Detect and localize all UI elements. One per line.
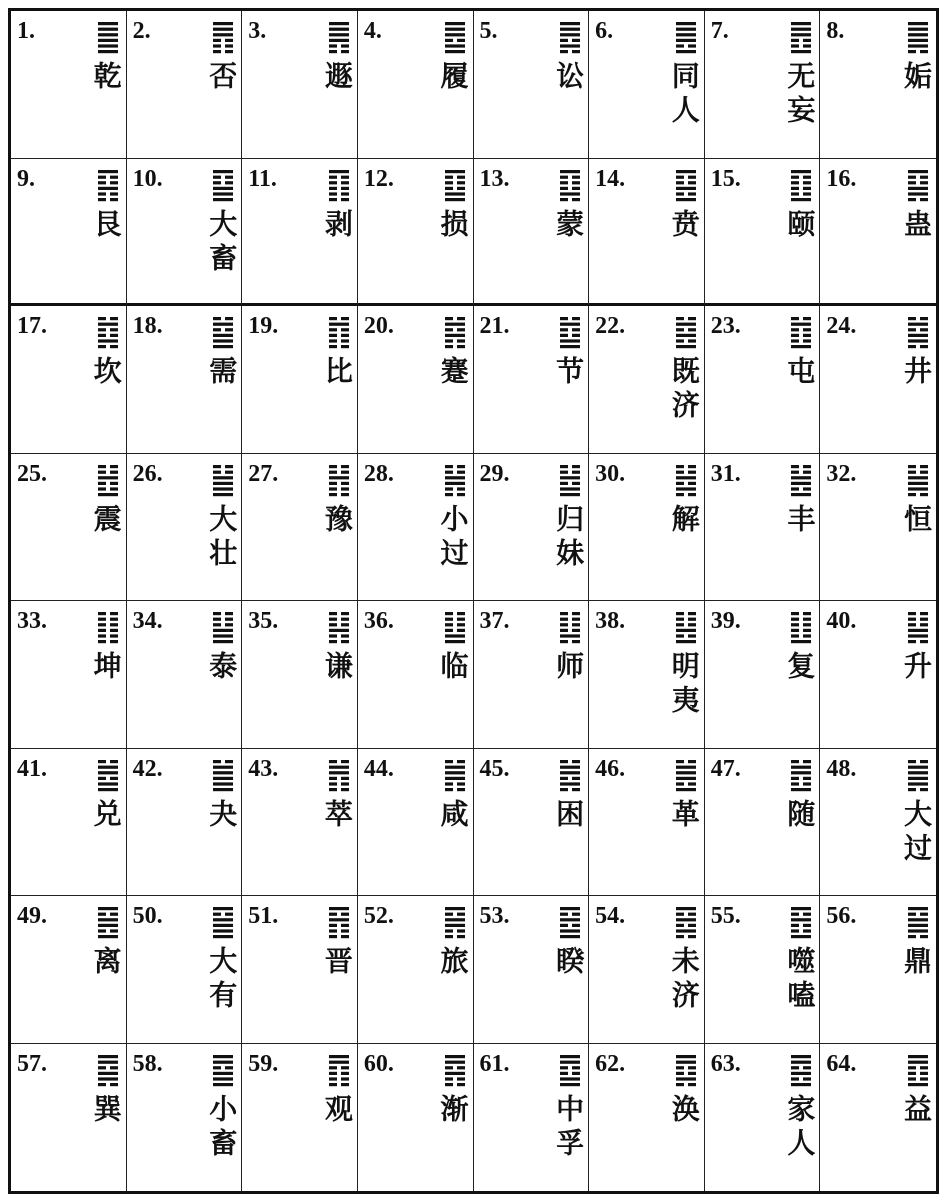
hexagram-symbol-icon [791,759,811,793]
hexagram-number: 29. [479,460,510,487]
hexagram-number: 5. [479,18,498,44]
hexagram-symbol-icon [329,464,349,498]
hexagram-name: 随 [783,798,817,833]
hexagram-name: 师 [552,651,586,685]
hexagram-symbol-icon [560,759,580,793]
hexagram-cell [11,1044,127,1192]
hexagram-name: 剥 [320,208,354,243]
hexagram-cell [589,11,705,159]
hexagram-name: 巽 [89,1093,123,1128]
hexagram-symbol-icon [213,1054,233,1088]
hexagram-number: 53. [479,903,510,929]
hexagram-cell [358,306,474,454]
hexagram-cell [242,601,358,749]
hexagram-name: 屯 [783,356,817,390]
hexagram-cell [358,1044,474,1192]
hexagram-symbol-icon [908,316,928,350]
hexagram-name: 无妄 [783,61,817,129]
hexagram-name: 谦 [320,651,354,685]
hexagram-number: 41. [17,755,47,782]
hexagram-name: 渐 [436,1093,470,1128]
hexagram-symbol-icon [791,21,811,55]
hexagram-number: 44. [363,755,394,782]
hexagram-symbol-icon [908,464,928,498]
hexagram-number: 56. [826,903,857,929]
hexagram-number: 28. [363,460,394,487]
hexagram-number: 1. [17,18,35,44]
hexagram-name: 震 [89,503,123,538]
hexagram-name: 大过 [900,798,933,867]
hexagram-name: 家人 [783,1093,817,1162]
hexagram-symbol-icon [98,611,118,645]
hexagram-symbol-icon [213,759,233,793]
hexagram-number: 52. [363,903,394,929]
hexagram-symbol-icon [908,611,928,645]
hexagram-number: 19. [248,313,279,339]
hexagram-number: 4. [363,18,382,44]
hexagram-cell [127,306,243,454]
hexagram-name: 比 [320,356,354,390]
hexagram-cell [358,601,474,749]
hexagram-cell [474,11,590,159]
hexagram-name: 观 [320,1093,354,1128]
hexagram-name: 复 [783,651,817,685]
hexagram-name: 归妹 [552,503,586,572]
hexagram-cell [589,896,705,1044]
hexagram-cell [589,601,705,749]
hexagram-name: 困 [552,798,586,833]
hexagram-name: 井 [900,356,933,390]
hexagram-symbol-icon [213,906,233,940]
hexagram-cell [474,896,590,1044]
hexagram-number: 48. [826,755,857,782]
hexagram-name: 夬 [205,798,239,833]
hexagram-name: 兑 [89,798,123,833]
hexagram-symbol-icon [445,464,465,498]
hexagram-name: 睽 [552,946,586,980]
hexagram-symbol-icon [908,169,928,203]
hexagram-cell [242,896,358,1044]
hexagram-symbol-icon [213,316,233,350]
hexagram-cell [242,11,358,159]
hexagram-cell [820,159,936,307]
hexagram-number: 11. [248,165,277,192]
hexagram-number: 26. [132,460,163,487]
hexagram-name: 咸 [436,798,470,833]
hexagram-name: 讼 [552,61,586,95]
hexagram-symbol-icon [791,169,811,203]
hexagram-symbol-icon [676,316,696,350]
hexagram-cell [705,11,821,159]
hexagram-number: 51. [248,903,279,929]
hexagram-cell [820,306,936,454]
hexagram-symbol-icon [791,316,811,350]
hexagram-name: 大有 [205,946,239,1014]
hexagram-number: 6. [595,18,614,44]
hexagram-number: 55. [710,903,741,929]
hexagram-symbol-icon [98,169,118,203]
hexagram-symbol-icon [791,464,811,498]
hexagram-number: 43. [248,755,279,782]
hexagram-symbol-icon [560,464,580,498]
hexagram-cell [127,601,243,749]
hexagram-symbol-icon [98,21,118,55]
hexagram-number: 49. [17,903,47,929]
hexagram-name: 既济 [667,356,701,424]
hexagram-symbol-icon [445,169,465,203]
hexagram-cell [705,601,821,749]
hexagram-name: 大壮 [205,503,239,572]
hexagram-symbol-icon [445,316,465,350]
hexagram-number: 32. [826,460,857,487]
hexagram-number: 2. [132,18,151,44]
hexagram-number: 50. [132,903,163,929]
hexagram-name: 坎 [89,356,123,390]
hexagram-cell [820,454,936,602]
hexagram-number: 7. [710,18,729,44]
hexagram-symbol-icon [445,21,465,55]
hexagram-name: 遯 [320,61,354,95]
hexagram-cell [474,749,590,897]
hexagram-symbol-icon [329,611,349,645]
hexagram-symbol-icon [560,169,580,203]
hexagram-name: 损 [436,208,470,243]
hexagram-cell [705,896,821,1044]
hexagram-symbol-icon [98,316,118,350]
hexagram-symbol-icon [329,759,349,793]
hexagram-symbol-icon [213,169,233,203]
hexagram-symbol-icon [98,759,118,793]
hexagram-number: 23. [710,313,741,339]
hexagram-name: 豫 [320,503,354,538]
hexagram-cell [705,159,821,307]
hexagram-name: 中孚 [552,1093,586,1162]
hexagram-name: 丰 [783,503,817,538]
hexagram-cell [474,1044,590,1192]
hexagram-cell [127,896,243,1044]
hexagram-cell [820,896,936,1044]
hexagram-number: 27. [248,460,279,487]
hexagram-cell [820,11,936,159]
hexagram-name: 乾 [89,61,123,95]
hexagram-symbol-icon [908,1054,928,1088]
hexagram-symbol-icon [445,611,465,645]
hexagram-cell [11,159,127,307]
hexagram-symbol-icon [445,1054,465,1088]
hexagram-name: 小畜 [205,1093,239,1162]
hexagram-cell [242,454,358,602]
hexagram-name: 萃 [320,798,354,833]
hexagram-number: 24. [826,313,857,339]
hexagram-number: 59. [248,1050,279,1077]
hexagram-symbol-icon [98,906,118,940]
hexagram-symbol-icon [329,169,349,203]
hexagram-name: 鼎 [900,946,933,980]
hexagram-name: 未济 [667,946,701,1014]
hexagram-symbol-icon [676,611,696,645]
hexagram-number: 9. [17,165,35,192]
hexagram-number: 39. [710,608,741,634]
hexagram-cell [705,306,821,454]
hexagram-symbol-icon [329,906,349,940]
hexagram-name: 坤 [89,651,123,685]
hexagram-cell [127,159,243,307]
hexagram-name: 蛊 [900,208,933,243]
hexagram-number: 57. [17,1050,47,1077]
hexagram-symbol-icon [676,169,696,203]
hexagram-cell [127,1044,243,1192]
hexagram-cell [589,1044,705,1192]
hexagram-name: 颐 [783,208,817,243]
hexagram-symbol-icon [329,316,349,350]
hexagram-number: 58. [132,1050,163,1077]
hexagram-number: 14. [595,165,626,192]
hexagram-name: 贲 [667,208,701,243]
hexagram-symbol-icon [676,906,696,940]
hexagram-number: 31. [710,460,741,487]
hexagram-cell [474,601,590,749]
hexagram-number: 17. [17,313,47,339]
hexagram-symbol-icon [98,464,118,498]
hexagram-number: 63. [710,1050,741,1077]
hexagram-number: 61. [479,1050,510,1077]
hexagram-number: 37. [479,608,510,634]
hexagram-name: 履 [436,61,470,95]
hexagram-name: 益 [900,1093,933,1128]
hexagram-name: 离 [89,946,123,980]
hexagram-symbol-icon [560,906,580,940]
hexagram-number: 20. [363,313,394,339]
hexagram-number: 33. [17,608,47,634]
hexagram-cell [705,454,821,602]
hexagram-number: 62. [595,1050,626,1077]
hexagram-number: 34. [132,608,163,634]
hexagram-cell [242,306,358,454]
hexagram-name: 蹇 [436,356,470,390]
hexagram-cell [242,159,358,307]
hexagram-cell [11,896,127,1044]
hexagram-name: 升 [900,651,933,685]
hexagram-symbol-icon [676,464,696,498]
hexagram-symbol-icon [791,906,811,940]
hexagram-name: 临 [436,651,470,685]
hexagram-cell [705,749,821,897]
hexagram-cell [127,749,243,897]
hexagram-name: 小过 [436,503,470,572]
hexagram-cell [358,896,474,1044]
hexagram-symbol-icon [791,1054,811,1088]
hexagram-cell [820,601,936,749]
hexagram-number: 30. [595,460,626,487]
hexagram-cell [242,1044,358,1192]
hexagram-table [8,8,939,1194]
hexagram-symbol-icon [676,1054,696,1088]
hexagram-name: 解 [667,503,701,538]
hexagram-cell [127,11,243,159]
hexagram-cell [11,306,127,454]
hexagram-cell [11,454,127,602]
hexagram-cell [358,749,474,897]
hexagram-name: 涣 [667,1093,701,1128]
hexagram-symbol-icon [445,759,465,793]
hexagram-cell [820,749,936,897]
hexagram-cell [589,306,705,454]
hexagram-name: 需 [205,356,239,390]
hexagram-cell [358,159,474,307]
hexagram-number: 25. [17,460,47,487]
hexagram-cell [11,11,127,159]
hexagram-number: 35. [248,608,279,634]
hexagram-cell [474,454,590,602]
hexagram-name: 恒 [900,503,933,538]
hexagram-number: 45. [479,755,510,782]
hexagram-number: 21. [479,313,510,339]
hexagram-number: 8. [826,18,845,44]
hexagram-number: 3. [248,18,267,44]
hexagram-number: 54. [595,903,626,929]
hexagram-number: 40. [826,608,857,634]
hexagram-symbol-icon [445,906,465,940]
hexagram-name: 明夷 [667,651,701,719]
hexagram-cell [11,749,127,897]
hexagram-symbol-icon [98,1054,118,1088]
hexagram-name: 泰 [205,651,239,685]
hexagram-symbol-icon [560,21,580,55]
hexagram-symbol-icon [908,906,928,940]
hexagram-number: 42. [132,755,163,782]
hexagram-cell [242,749,358,897]
hexagram-symbol-icon [329,1054,349,1088]
hexagram-cell [358,11,474,159]
hexagram-symbol-icon [908,21,928,55]
hexagram-symbol-icon [676,759,696,793]
hexagram-name: 革 [667,798,701,833]
hexagram-cell [589,749,705,897]
hexagram-number: 18. [132,313,163,339]
hexagram-name: 艮 [89,208,123,243]
hexagram-number: 60. [363,1050,394,1077]
hexagram-name: 大畜 [205,208,239,277]
hexagram-number: 10. [132,165,163,192]
hexagram-cell [589,454,705,602]
hexagram-symbol-icon [560,1054,580,1088]
hexagram-symbol-icon [676,21,696,55]
hexagram-cell [474,159,590,307]
hexagram-cell [127,454,243,602]
hexagram-name: 同人 [667,61,701,129]
hexagram-cell [705,1044,821,1192]
hexagram-name: 姤 [900,61,933,95]
hexagram-name: 蒙 [552,208,586,243]
hexagram-cell [589,159,705,307]
hexagram-number: 15. [710,165,741,192]
hexagram-name: 否 [205,61,239,95]
hexagram-symbol-icon [908,759,928,793]
hexagram-number: 38. [595,608,626,634]
hexagram-number: 22. [595,313,626,339]
hexagram-name: 旅 [436,946,470,980]
hexagram-symbol-icon [213,21,233,55]
hexagram-cell [474,306,590,454]
hexagram-number: 16. [826,165,857,192]
hexagram-symbol-icon [560,611,580,645]
hexagram-name: 噬嗑 [783,946,817,1014]
hexagram-number: 13. [479,165,510,192]
hexagram-number: 12. [363,165,394,192]
hexagram-number: 47. [710,755,741,782]
hexagram-symbol-icon [329,21,349,55]
hexagram-name: 节 [552,356,586,390]
hexagram-symbol-icon [213,611,233,645]
hexagram-symbol-icon [560,316,580,350]
hexagram-symbol-icon [213,464,233,498]
hexagram-number: 64. [826,1050,857,1077]
hexagram-number: 36. [363,608,394,634]
hexagram-cell [358,454,474,602]
hexagram-name: 晋 [320,946,354,980]
hexagram-symbol-icon [791,611,811,645]
hexagram-number: 46. [595,755,626,782]
hexagram-cell [820,1044,936,1192]
hexagram-cell [11,601,127,749]
